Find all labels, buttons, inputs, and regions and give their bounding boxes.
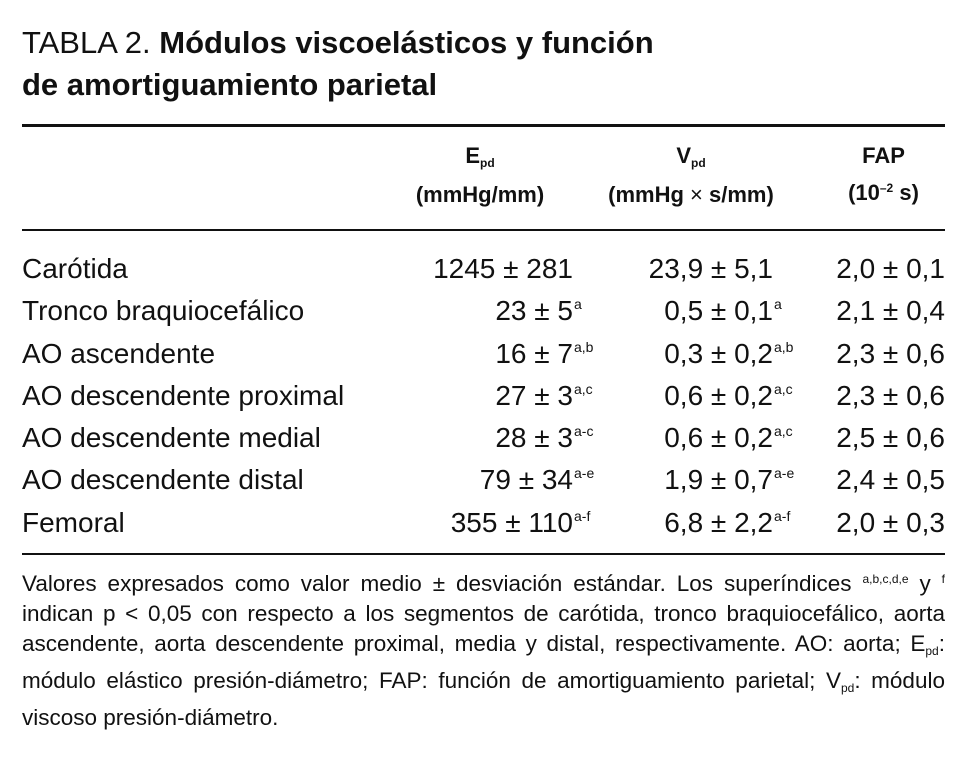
fap-value: 2,3 ± 0,6 (836, 337, 945, 369)
vpd-sup: a-e (774, 465, 795, 482)
epd-value: 79 ± 34 a-e (480, 459, 573, 501)
header-vpd-times: × (690, 182, 703, 207)
epd-value: 27 ± 3 a,c (495, 375, 573, 417)
vpd-sup: a,c (774, 423, 793, 440)
header-epd-unit: (mmHg/mm) (415, 182, 545, 207)
footnote-sup-1: a,b,c,d,e (862, 572, 909, 586)
row-name: AO descendente distal (22, 464, 304, 496)
table-body (22, 248, 945, 544)
footnote-sup-2: f (941, 572, 945, 586)
table-row (22, 290, 945, 332)
footnote-text-5: : módulo viscoso presión-diámetro. (22, 668, 945, 730)
table-label: TABLA 2. (22, 25, 160, 60)
header-fap-symbol: FAP (862, 143, 905, 168)
vpd-value: 23,9 ± 5,1 (648, 253, 773, 284)
bottom-rule (22, 553, 945, 555)
header-vpd (594, 140, 788, 211)
header-epd-sub: pd (480, 156, 495, 170)
vpd-value: 0,5 ± 0,1 a (664, 290, 773, 332)
row-name: AO ascendente (22, 337, 216, 369)
fap-value: 2,4 ± 0,5 (836, 464, 945, 496)
vpd-sup: a,c (774, 380, 793, 397)
fap-value: 2,1 ± 0,4 (836, 295, 945, 327)
vpd-value: 6,8 ± 2,2 a-f (664, 502, 773, 544)
header-fap-unit-pre: (10 (848, 180, 880, 205)
row-name: Tronco braquiocefálico (22, 295, 305, 327)
fap-value: 2,0 ± 0,1 (836, 253, 945, 284)
fap-value: 2,0 ± 0,3 (836, 506, 945, 538)
row-name: Carótida (22, 253, 128, 284)
epd-sup: a-c (574, 423, 594, 440)
vpd-sup: a,b (774, 338, 794, 355)
row-name: AO descendente medial (22, 422, 321, 454)
epd-value: 355 ± 110 a-f (451, 502, 573, 544)
footnote-text-2: y (908, 571, 942, 596)
footnote-text-3: indican p < 0,05 con respecto a los segmentos de carótida, tronco braquiocefálico, aorta ascendente, aorta descendente proximal, media y distal, respectivamente. AO: aorta; E (22, 601, 945, 656)
header-vpd-unit-pre: (mmHg (608, 182, 691, 207)
vpd-value: 0,6 ± 0,2 a,c (664, 417, 773, 459)
row-name: Femoral (22, 506, 125, 538)
epd-value: 1245 ± 281 (433, 253, 573, 284)
header-rule (22, 229, 945, 231)
table-row (22, 333, 945, 375)
title-line-1: Módulos viscoelásticos y función (159, 25, 654, 60)
vpd-sup: a-f (774, 507, 791, 524)
table-row (22, 502, 945, 544)
fap-value: 2,3 ± 0,6 (836, 379, 945, 411)
footnote-sub-1: pd (925, 644, 939, 658)
footnote-text-1: Valores expresados como valor medio ± desviación estándar. Los superíndices (22, 571, 863, 596)
vpd-value: 0,6 ± 0,2 a,c (664, 375, 773, 417)
top-rule (22, 124, 945, 127)
fap-value: 2,5 ± 0,6 (836, 422, 945, 454)
table-row (22, 417, 945, 459)
table-row (22, 459, 945, 501)
epd-value: 28 ± 3 a-c (495, 417, 573, 459)
vpd-value: 1,9 ± 0,7 a-e (664, 459, 773, 501)
table-document (22, 22, 945, 730)
row-name: AO descendente proximal (22, 379, 345, 411)
epd-sup: a,c (574, 380, 593, 397)
header-vpd-sub: pd (691, 156, 706, 170)
table-footnote (22, 564, 945, 733)
table-row (22, 248, 945, 290)
header-fap-unit-post: s) (893, 180, 919, 205)
epd-value: 16 ± 7 a,b (495, 333, 573, 375)
epd-sup: a-e (574, 465, 595, 482)
epd-sup: a-f (574, 507, 591, 524)
epd-value: 23 ± 5 a (495, 290, 573, 332)
header-vpd-symbol: V (676, 143, 691, 168)
vpd-value: 0,3 ± 0,2 a,b (664, 333, 773, 375)
header-fap-exp: –2 (879, 181, 894, 195)
vpd-sup: a (774, 296, 782, 313)
epd-sup: a (574, 296, 582, 313)
footnote-text-4: : módulo elástico presión-diámetro; FAP: función de amortiguamiento parietal; V (22, 631, 945, 693)
header-vpd-unit-post: s/mm) (702, 182, 774, 207)
epd-sup: a,b (574, 338, 594, 355)
table-title (22, 22, 945, 106)
header-epd-symbol: E (465, 143, 480, 168)
header-epd (400, 140, 560, 211)
table-row (22, 375, 945, 417)
header-fap (822, 140, 945, 209)
footnote-sub-2: pd (840, 681, 855, 695)
title-line-2: de amortiguamiento parietal (22, 67, 438, 102)
